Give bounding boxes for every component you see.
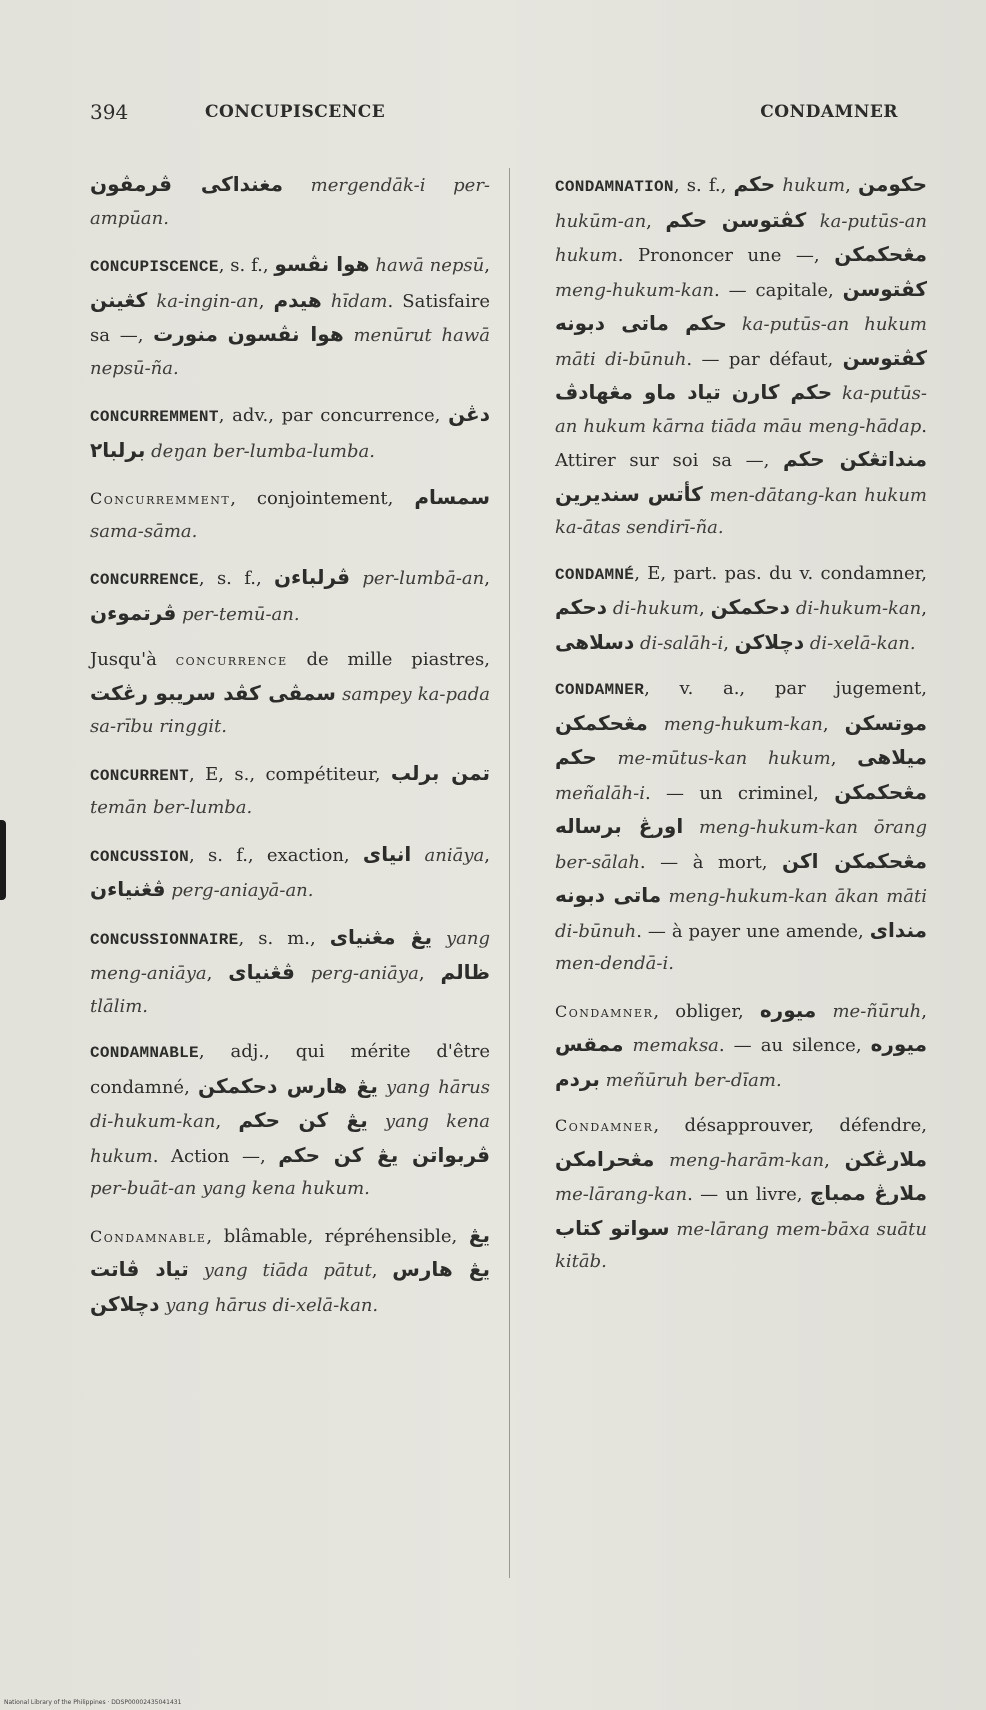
jawi-text: حكم [733,172,776,196]
definition-text: , blâmable, répréhensible, [206,1225,469,1247]
definition-text: , [699,598,711,619]
definition-text: , obliger, [653,1000,760,1022]
jawi-text: موتسكن حكم [555,710,927,769]
jawi-text: سمڤى كڤد سريبو رڠكت [90,680,336,705]
definition-text [350,568,362,589]
definition-text: , [258,290,274,312]
jawi-text: مڠحكمكن اكن ماتى دبونه [555,848,927,907]
transliteration: di-xelā-kan. [809,632,916,654]
definition-text: , désapprouver, défendre, [653,1115,927,1136]
headword: CONCURRENCE [90,571,199,589]
definition-text: , [371,1260,393,1281]
transliteration: hawā nepsū [375,255,485,276]
definition-text: . — capitale, [714,279,843,301]
transliteration: meng-hukum-kan ākan māti di-būnuh [555,886,927,942]
transliteration: di-hukum-kan [795,598,922,619]
transliteration: ka-putūs-an hukum kārna tiāda māu meng-hādap [555,383,927,437]
definition-text [378,1077,386,1098]
right-column [555,168,927,1292]
dictionary-entry [555,994,927,1098]
sub-headword: Condamner [555,1116,654,1135]
dictionary-entry [90,757,490,825]
definition-text: , E, s., compétiteur, [189,763,391,785]
jawi-text: كڠينن [90,287,148,312]
definition-text: . — un livre, [687,1184,810,1205]
sub-headword: Condamner [555,1001,654,1021]
transliteration: memaksa [632,1035,719,1056]
definition-text: . Prononcer une —, [617,245,835,266]
definition-text: , [723,632,735,654]
jawi-text: يڠ مڠنياى [329,924,432,949]
jawi-text: ڤڠنياى [228,960,295,984]
definition-text: , s. f., [198,568,274,589]
dictionary-entry [90,644,490,744]
transliteration: meng-hukum-kan [555,279,714,301]
transliteration: me-lārang-kan [555,1184,688,1205]
jawi-text: يڠ هارس دحكمكن [197,1073,378,1098]
jawi-text: ڤربواتن يڠ كن حكم [278,1142,490,1167]
running-head-left: CONCUPISCENCE [205,102,386,122]
definition-text: Jusqu'à [90,649,176,670]
jawi-text: هيدم [273,287,322,312]
definition-text: , conjointement, [230,488,415,509]
definition-text [344,325,354,346]
column-divider [509,168,510,1578]
jawi-text: مغنداكى ڤرمڤون [90,172,283,196]
definition-text [597,748,618,769]
scan-footer: National Library of the Philippines · DDSP00002435041431 [4,1699,182,1706]
definition-text: , [484,568,490,589]
definition-text: . Attirer sur soi sa —, [555,415,927,471]
definition-text [806,211,819,232]
running-header [90,100,898,128]
headword: CONDAMNATION [555,178,674,196]
sub-headword: concurrence [175,650,288,669]
jawi-text: يڠ كن حكم [238,1108,368,1132]
headword: CONDAMNER [555,681,645,699]
transliteration: men-dātang-kan hukum ka-ātas sendirī-ña. [555,484,927,538]
jawi-text: دحكمكن [710,595,790,619]
running-head-right: CONDAMNER [760,102,898,122]
headword: CONCURREMMENT [90,408,219,426]
definition-text [147,291,156,312]
transliteration: me-lārang mem-bāxa suātu kitāb. [555,1218,927,1272]
jawi-text: ڤرتموءن [90,600,177,625]
dictionary-entry [90,248,490,385]
transliteration: di-salāh-i [639,632,724,654]
dictionary-entry [90,838,490,908]
transliteration: yang tiāda pātut [203,1260,372,1281]
headword: CONCUSSION [90,847,190,866]
transliteration: sampey ka-pada sa-rību ringgit. [90,683,490,737]
transliteration: hukum [782,175,846,196]
definition-text [661,886,668,907]
jawi-text: منورت [153,322,218,346]
definition-text: , s. f., exaction, [189,844,363,866]
definition-text: , [646,210,666,232]
headword: CONCURRENT [90,766,190,785]
jawi-text: يڠ تياد ڤاتت [90,1222,490,1281]
transliteration: men-dendā-i. [555,953,674,974]
dictionary-entry [90,1219,490,1323]
definition-text: , [921,598,927,619]
definition-text [322,291,331,312]
jawi-text: ڤڠنياءن [90,877,166,901]
transliteration: hīdam [330,290,388,312]
jawi-text: كڤتوسن حكم ماتى دبونه [555,276,927,335]
jawi-text: ميوره بردم [555,1032,927,1091]
transliteration: di-hukum [612,598,699,619]
transliteration: per-temū-an. [182,603,300,625]
transliteration: sama-sāma. [90,520,198,542]
jawi-text: دحكم [555,595,607,619]
transliteration: hukūm-an [555,210,647,232]
definition-text: . Satisfaire sa —, [90,290,490,346]
definition-text: , [845,175,859,196]
transliteration: yang hārus di-hukum-kan [90,1076,490,1132]
definition-text [218,325,228,346]
definition-text: . Action —, [152,1145,279,1167]
definition-text: . — au silence, [718,1035,871,1056]
transliteration: per-buāt-an yang kena hukum. [90,1178,370,1199]
definition-text: , s. f., [218,255,275,276]
dictionary-entry [90,921,490,1024]
dictionary-entry [555,558,927,661]
jawi-text: دچلاكن [734,629,805,654]
definition-text [295,963,311,984]
jawi-text: ملارڠكن [844,1146,927,1171]
jawi-text: يڠ هارس دچلاكن [90,1257,491,1316]
definition-text [432,928,446,949]
definition-text [727,314,742,335]
jawi-text: ظالم [440,960,490,984]
transliteration: meng-hukum-kan [663,713,823,735]
definition-text: , [830,748,858,769]
definition-text: de mille piastres, [287,649,491,670]
jawi-text: ڤرلباءن [273,565,350,589]
headword: CONCUSSIONNAIRE [90,930,239,949]
page-number: 394 [90,100,129,124]
transliteration: me-mūtus-kan hukum [617,748,831,769]
definition-text: , [418,963,441,984]
jawi-text: مڠحكمكن [555,710,648,735]
definition-text: , s. f., [673,175,734,196]
dictionary-entry [90,481,490,548]
jawi-text: دڠن برلبا٢ [90,402,490,462]
definition-text [623,1035,632,1056]
headword: CONCUPISCENCE [90,258,219,276]
transliteration: per-lumbā-an [362,568,485,589]
transliteration: yang meng-aniāya [90,927,490,984]
jawi-text: ميوره [759,997,817,1022]
definition-text: . — à mort, [639,851,782,873]
transliteration: ka-putūs-an hukum [555,210,927,266]
jawi-text: هوا نڤسو [274,252,370,276]
definition-text: , adj., qui mérite d'être condamné, [90,1041,490,1098]
jawi-text: مڠحكمكن [834,242,927,266]
left-column [90,168,490,1335]
definition-text: . — par défaut, [686,348,843,370]
definition-text: , adv., par concurrence, [218,405,449,426]
jawi-text: تمن برلب [390,760,490,785]
definition-text [816,1001,832,1022]
definition-text: , [921,1000,927,1022]
transliteration: meng-hukum-kan ōrang ber-sālah [555,817,927,873]
transliteration: meñūruh ber-dīam. [605,1069,782,1091]
jawi-text: ميلاهى [857,745,927,769]
transliteration: perg-aniāya [310,963,419,984]
jawi-text: انياى [362,841,412,866]
transliteration: yang kena hukum [90,1111,490,1167]
page-edge-shadow [0,820,6,900]
jawi-text: منداتڠكن حكم كأتس سنديرين [555,447,927,506]
transliteration: mergendāk-i per-ampūan. [90,175,490,229]
transliteration: aniāya [424,844,485,866]
transliteration: tlālim. [90,995,149,1017]
definition-text: , [215,1111,239,1132]
jawi-text: كڤتوسن حكم [665,207,807,232]
definition-text: , [484,255,490,276]
jawi-text: سمسام [414,485,490,509]
dictionary-entry [90,168,490,235]
transliteration: perg-aniayā-an. [171,880,314,901]
jawi-text: ممقس [555,1032,624,1056]
transliteration: ka-putūs-an hukum māti di-būnuh [555,314,927,370]
definition-text: , [824,1149,845,1171]
definition-text: , E, part. pas. du v. condamner, [634,562,927,584]
definition-text: . — un criminel, [644,782,835,804]
definition-text [368,1111,385,1132]
transliteration: menūrut hawā nepsū-ña. [90,325,490,379]
definition-text [411,845,424,866]
definition-text: , v. a., par jugement, [644,678,927,699]
definition-text: , [822,713,845,735]
transliteration: meñalāh-i [555,782,645,804]
dictionary-entry [90,398,490,468]
headword: CONDAMNÉ [555,565,635,584]
dictionary-entry [555,673,927,981]
sub-headword: Concurremment [90,489,231,508]
jawi-text: كڤتوسن حكم كارن تياد ماو مڠهادڤ [555,345,927,404]
definition-text [654,1150,669,1171]
transliteration: temān ber-lumba. [90,797,253,818]
jawi-text: منداى [869,917,927,942]
definition-text [283,175,311,196]
dictionary-entry [90,561,490,631]
definition-text: , [484,844,490,866]
dictionary-entry [555,1110,927,1279]
jawi-text: هوا نڤسون [227,322,344,346]
transliteration: meng-harām-kan [669,1149,825,1171]
definition-text [648,714,664,735]
jawi-text: ملارڠ ممباچ سواتو كتاب [555,1181,927,1240]
definition-text: . — à payer une amende, [636,920,870,942]
transliteration: yang hārus di-xelā-kan. [165,1294,379,1316]
transliteration: me-ñūruh [832,1000,922,1022]
jawi-text: حكومن [858,172,927,196]
jawi-text: مڠحكمكن اورڠ برساله [555,779,927,838]
definition-text: , [206,963,229,984]
sub-headword: Condamnable [90,1226,207,1246]
dictionary-entry [555,168,927,545]
definition-text [683,817,699,838]
transliteration: ka-ingin-an [156,290,259,312]
jawi-text: مڠحرامكن [555,1146,655,1171]
jawi-text: دسلاهى [555,629,635,654]
transliteration: deŋan ber-lumba-lumba. [151,440,375,462]
definition-text [832,383,842,404]
definition-text: , s. m., [238,927,330,949]
headword: CONDAMNABLE [90,1044,199,1062]
dictionary-entry [90,1036,490,1206]
definition-text [189,1260,204,1281]
